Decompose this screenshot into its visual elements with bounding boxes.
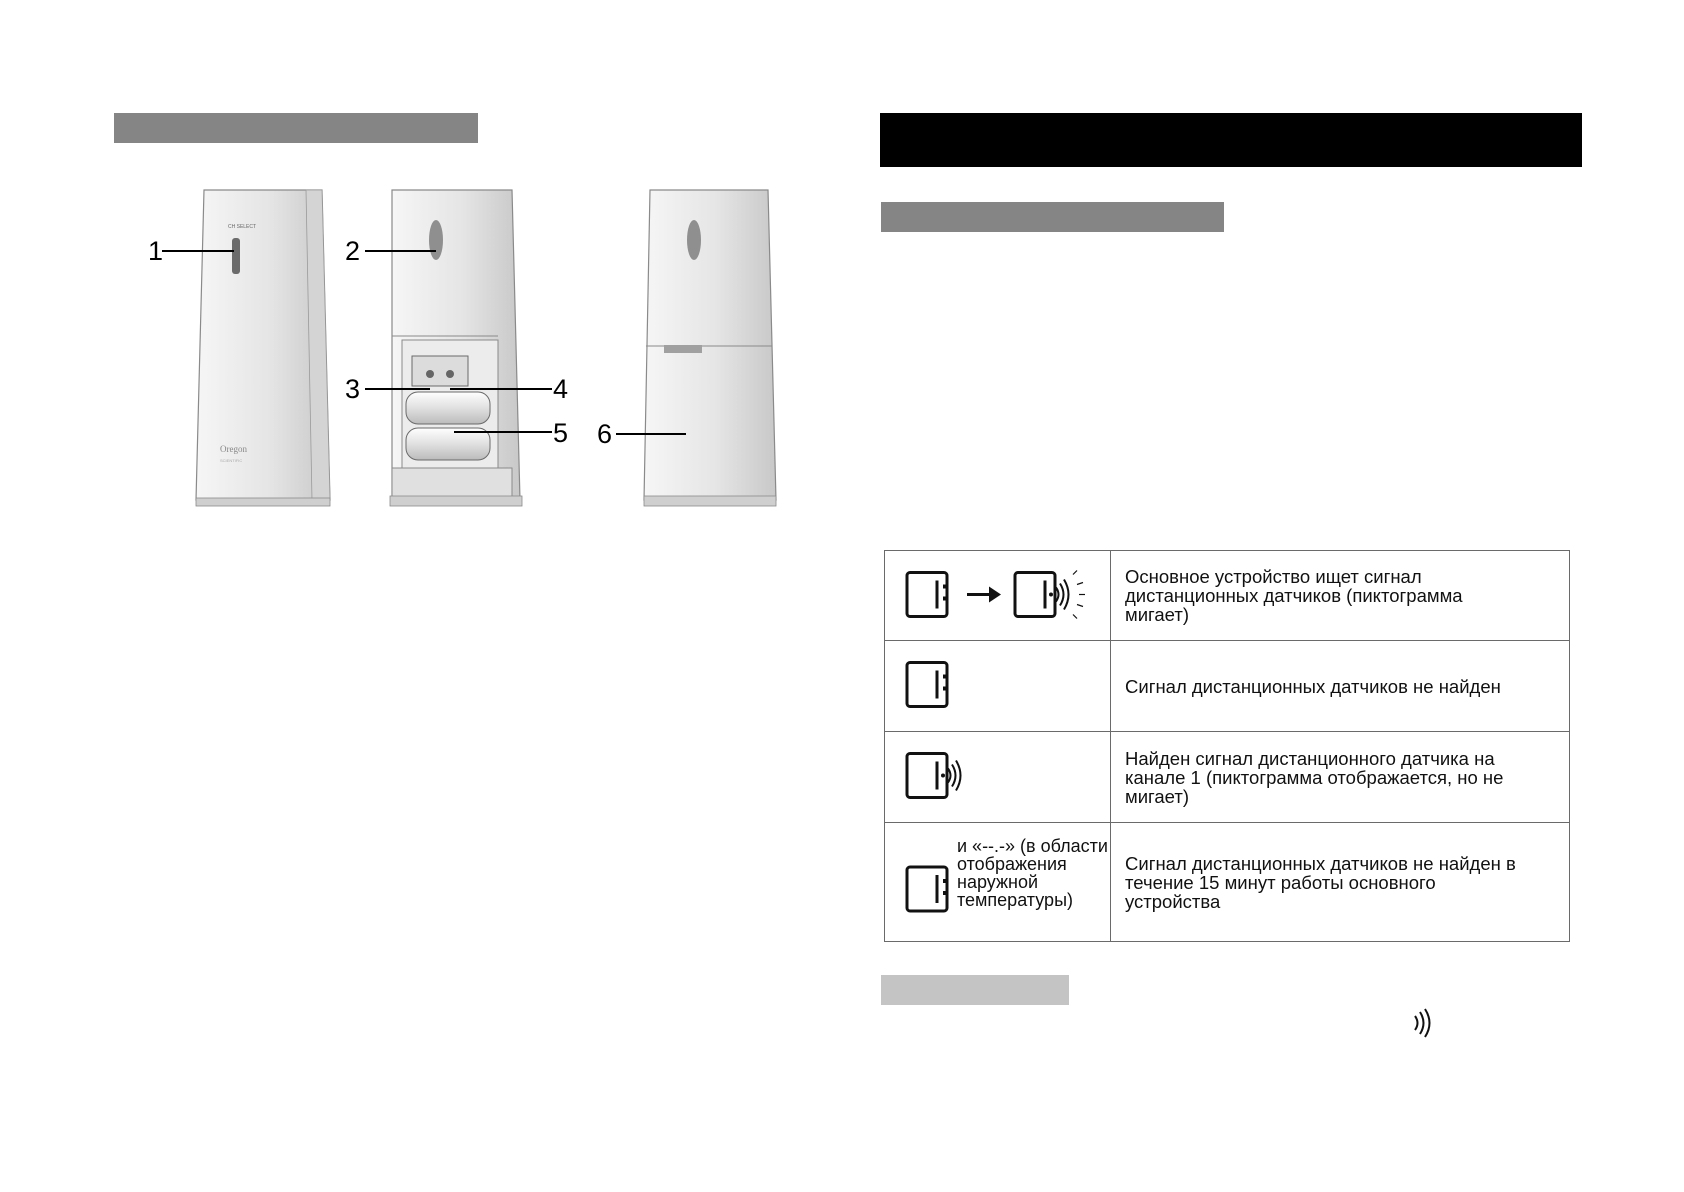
- callout-3: 3: [345, 374, 361, 404]
- device-back-closed-view: [644, 190, 776, 506]
- callout-5: 5: [553, 418, 569, 448]
- wall-mount-hole-icon: [687, 220, 701, 260]
- status-description: Сигнал дистанционных датчиков не найден в течение 15 минут работы основного устройства: [1111, 823, 1570, 942]
- channel-switch-icon: [446, 370, 454, 378]
- arrow-right-icon: [967, 586, 1001, 602]
- table-row: [885, 551, 1570, 641]
- status-description: Сигнал дистанционных датчиков не найден: [1111, 641, 1570, 732]
- callout-6: 6: [597, 419, 613, 449]
- subsection-header-bar: [881, 975, 1069, 1005]
- display-window-icon: [232, 238, 240, 274]
- callout-2: 2: [345, 236, 361, 266]
- callout-1: 1: [148, 236, 164, 266]
- sensor-icon: [907, 572, 947, 616]
- outdoor-temp-note: и «--.-» (в области отображения наружной температуры): [957, 836, 1108, 910]
- device-diagram: [140, 180, 800, 520]
- device-back-open-view: [390, 190, 522, 506]
- table-row: [885, 823, 1570, 942]
- device-front-view: [196, 190, 330, 506]
- section-header-bar: [881, 202, 1224, 232]
- sensor-icon: [907, 663, 947, 707]
- table-row: [885, 732, 1570, 823]
- section-header-bar: [114, 113, 478, 143]
- sensor-searching-icon: [1015, 570, 1085, 618]
- cover-latch-icon: [664, 345, 702, 353]
- status-description: Найден сигнал дистанционного датчика на канале 1 (пиктограмма отображается, но не мигает): [1111, 732, 1570, 823]
- svg-text:CH SELECT: CH SELECT: [228, 224, 257, 230]
- sensor-signal-icon: [907, 754, 961, 798]
- status-description: Основное устройство ищет сигнал дистанционных датчиков (пиктограмма мигает): [1111, 551, 1570, 641]
- wall-mount-hole-icon: [429, 220, 443, 260]
- callout-4: 4: [553, 374, 569, 404]
- reset-button-icon: [426, 370, 434, 378]
- sensor-status-table: [884, 550, 1570, 942]
- sensor-icon: [907, 867, 947, 911]
- table-row: [885, 641, 1570, 732]
- battery-icon: [406, 392, 490, 424]
- svg-text:SCIENTIFIC: SCIENTIFIC: [220, 458, 243, 463]
- signal-waves-icon: [1412, 1008, 1434, 1038]
- brand-logo-icon: Oregon: [220, 444, 247, 454]
- page-header-bar: [880, 113, 1582, 167]
